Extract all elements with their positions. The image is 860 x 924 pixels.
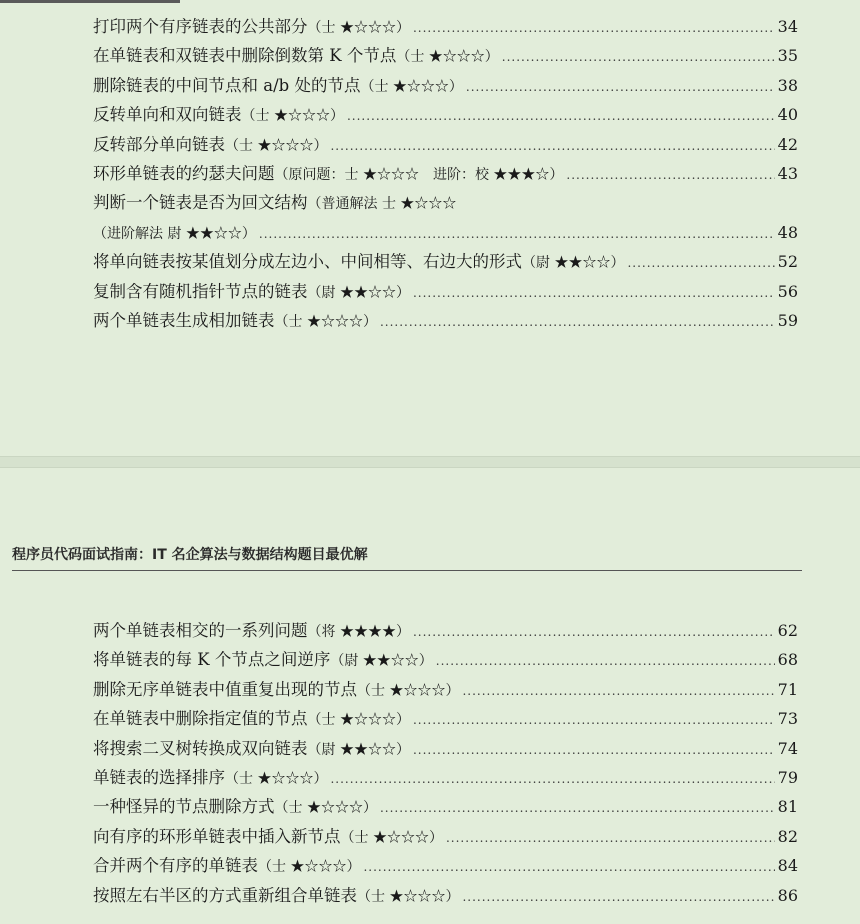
toc-entry-title: 删除无序单链表中值重复出现的节点	[93, 679, 357, 699]
toc-entry-title: 反转单向和双向链表	[93, 105, 242, 125]
toc-entry-rating: （尉 ★★☆☆）	[522, 255, 625, 272]
toc-entry-rating: （士 ★☆☆☆）	[225, 770, 328, 787]
dot-leader	[566, 161, 774, 190]
toc-entry-rating: （士 ★☆☆☆）	[357, 888, 460, 905]
dot-leader	[627, 249, 774, 278]
toc-entry-page: 48	[777, 222, 798, 242]
page-top	[0, 0, 860, 456]
toc-entry-title: 打印两个有序链表的公共部分	[93, 17, 308, 36]
toc-entry-rating: （士 ★☆☆☆）	[360, 78, 463, 95]
toc-entry-rating: （士 ★☆☆☆）	[274, 800, 377, 817]
toc-entry[interactable]	[93, 734, 798, 763]
toc-entry-title: 将搜索二叉树转换成双向链表	[93, 738, 308, 758]
toc-entry-title: 删除链表的中间节点和 a/b 处的节点	[93, 75, 361, 95]
running-header: 程序员代码面试指南：IT 名企算法与数据结构题目最优解	[12, 544, 802, 571]
toc-entry-rating: （士 ★☆☆☆）	[274, 313, 377, 330]
toc-entry-title: 反转部分单向链表	[93, 134, 225, 154]
toc-entry-page: 81	[777, 797, 798, 817]
top-rule-stub	[0, 0, 180, 3]
toc-list-bottom	[93, 616, 798, 910]
toc-entry-title: 向有序的环形单链表中插入新节点	[93, 826, 341, 846]
toc-entry-title: 复制含有随机指针节点的链表	[93, 281, 308, 301]
toc-entry-page: 68	[777, 650, 798, 670]
toc-entry-rating: （尉 ★★☆☆）	[330, 653, 433, 670]
dot-leader	[502, 43, 775, 72]
toc-entry-page: 82	[777, 826, 798, 846]
toc-entry-title: 将单链表的每 K 个节点之间逆序	[93, 650, 331, 670]
dot-leader	[436, 647, 775, 676]
toc-entry[interactable]	[93, 822, 798, 851]
toc-list-top	[93, 12, 798, 335]
toc-entry[interactable]	[93, 792, 798, 821]
toc-entry[interactable]	[93, 851, 798, 880]
toc-entry-page: 34	[777, 17, 798, 36]
toc-entry[interactable]	[93, 247, 798, 276]
toc-entry-rating: （士 ★☆☆☆）	[307, 20, 410, 36]
toc-entry-rating: （士 ★☆☆☆）	[396, 49, 499, 66]
toc-entry-page: 84	[777, 856, 798, 876]
page-separator	[0, 456, 860, 468]
toc-entry-title: 两个单链表生成相加链表	[93, 310, 275, 330]
toc-entry-page: 86	[777, 885, 798, 905]
dot-leader	[413, 736, 775, 765]
dot-leader	[380, 794, 775, 823]
toc-entry-page: 62	[777, 621, 798, 640]
toc-entry[interactable]	[93, 100, 798, 129]
toc-entry-title: 判断一个链表是否为回文结构	[93, 193, 308, 213]
toc-entry[interactable]	[93, 306, 798, 335]
toc-entry[interactable]	[93, 881, 798, 910]
dot-leader	[259, 220, 775, 249]
toc-entry-page: 59	[777, 310, 798, 330]
toc-entry-rating: （尉 ★★☆☆）	[307, 741, 410, 758]
dot-leader	[380, 308, 775, 337]
toc-entry-title: 在单链表和双链表中删除倒数第 K 个节点	[93, 46, 397, 66]
toc-entry-title: 一种怪异的节点删除方式	[93, 797, 275, 817]
toc-entry-page: 73	[777, 709, 798, 729]
toc-entry-rating: （原问题：士 ★☆☆☆ 进阶：校 ★★★☆）	[274, 166, 564, 183]
toc-entry-title: 环形单链表的约瑟夫问题	[93, 163, 275, 183]
toc-entry-rating: （士 ★☆☆☆）	[307, 712, 410, 729]
dot-leader	[363, 853, 774, 882]
dot-leader	[347, 102, 775, 131]
dot-leader	[413, 706, 775, 735]
toc-entry[interactable]	[93, 188, 798, 217]
toc-entry[interactable]	[93, 616, 798, 645]
toc-entry[interactable]	[93, 277, 798, 306]
toc-entry-continuation[interactable]	[93, 218, 798, 247]
toc-entry-page: 79	[777, 767, 798, 787]
toc-entry-page: 42	[777, 134, 798, 154]
toc-entry[interactable]	[93, 130, 798, 159]
dot-leader	[330, 132, 774, 161]
toc-entry-rating: （士 ★☆☆☆）	[357, 682, 460, 699]
toc-entry[interactable]	[93, 12, 798, 41]
dot-leader	[446, 824, 775, 853]
toc-entry-title: 将单向链表按某值划分成左边小、中间相等、右边大的形式	[93, 252, 522, 272]
toc-entry-rating: （士 ★☆☆☆）	[225, 137, 328, 154]
dot-leader	[466, 73, 775, 102]
toc-entry[interactable]	[93, 763, 798, 792]
toc-entry-rating: （尉 ★★☆☆）	[307, 284, 410, 301]
toc-entry-rating: （士 ★☆☆☆）	[340, 829, 443, 846]
page-bottom	[0, 468, 860, 924]
dot-leader	[413, 14, 775, 43]
toc-entry-rating: （士 ★☆☆☆）	[241, 108, 344, 125]
toc-entry[interactable]	[93, 41, 798, 70]
toc-entry-rating: （普通解法 士 ★☆☆☆	[307, 196, 457, 213]
toc-entry[interactable]	[93, 704, 798, 733]
toc-entry-page: 74	[777, 738, 798, 758]
toc-entry-page: 43	[777, 163, 798, 183]
toc-entry-page: 35	[777, 46, 798, 66]
toc-entry-rating: （将 ★★★★）	[307, 624, 410, 640]
toc-entry[interactable]	[93, 71, 798, 100]
toc-entry-title: 单链表的选择排序	[93, 767, 225, 787]
dot-leader	[413, 618, 775, 647]
dot-leader	[330, 765, 774, 794]
toc-entry-page: 38	[777, 75, 798, 95]
toc-entry-page: 40	[777, 105, 798, 125]
dot-leader	[413, 279, 775, 308]
toc-entry[interactable]	[93, 675, 798, 704]
toc-entry-rating: （士 ★☆☆☆）	[258, 859, 361, 876]
toc-entry[interactable]	[93, 159, 798, 188]
toc-entry-title: 合并两个有序的单链表	[93, 856, 258, 876]
dot-leader	[462, 677, 774, 706]
toc-entry-title: 两个单链表相交的一系列问题	[93, 621, 308, 640]
toc-entry-title: 在单链表中删除指定值的节点	[93, 709, 308, 729]
toc-entry-page: 56	[777, 281, 798, 301]
dot-leader	[462, 883, 774, 912]
toc-entry-page: 71	[777, 679, 798, 699]
toc-entry-title: （进阶解法 尉 ★★☆☆）	[93, 225, 256, 242]
toc-entry[interactable]	[93, 645, 798, 674]
toc-entry-page: 52	[777, 252, 798, 272]
toc-entry-title: 按照左右半区的方式重新组合单链表	[93, 885, 357, 905]
